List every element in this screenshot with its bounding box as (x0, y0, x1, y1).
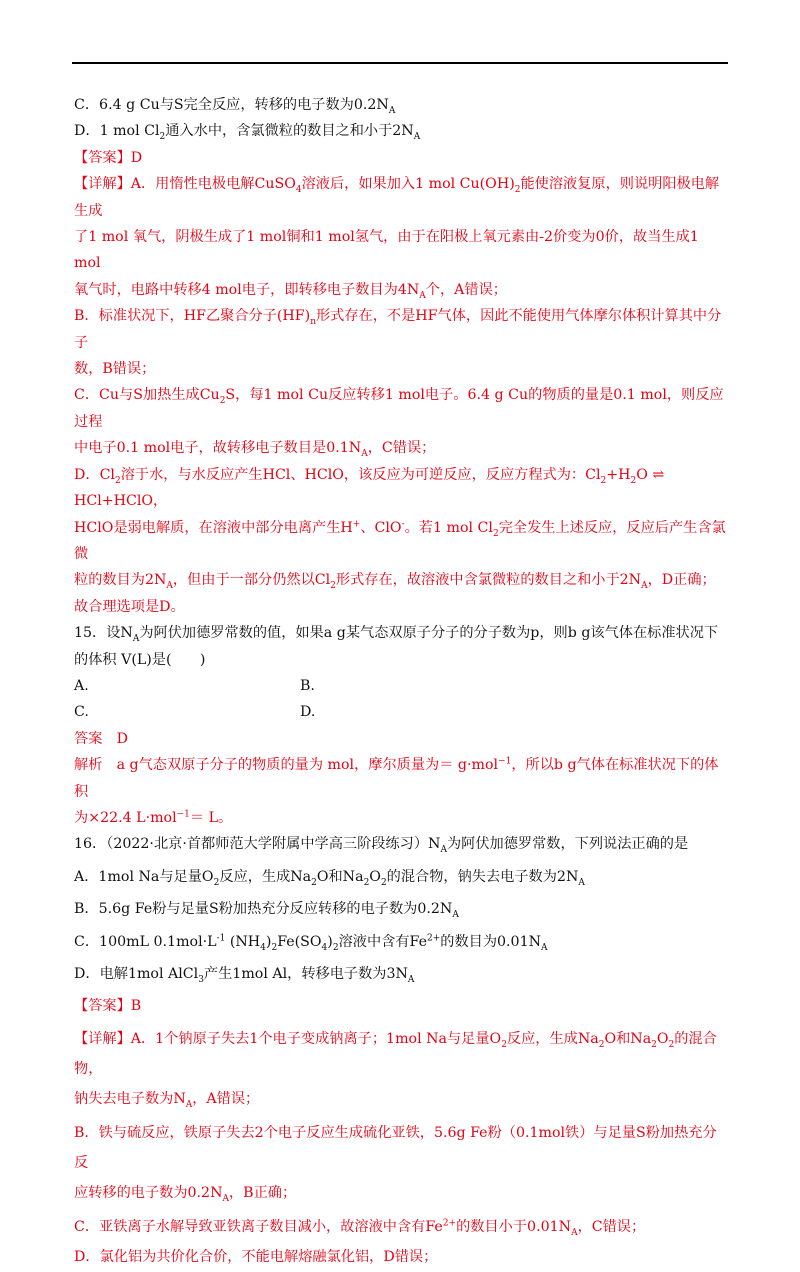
q15-options-ab (74, 673, 728, 699)
q16-option-a: A．1mol Na与足量$O_2$反应，生成$Na_2O$和$Na_2O_2$的混合物，钠失去电子数为$2N_A$ (74, 868, 585, 888)
q14-option-c: C．6.4 g Cu与S完全反应，转移的电子数为$0.2N_A$ (74, 97, 396, 116)
page-content (74, 92, 728, 1272)
q16-option-b: B．5.6g Fe粉与足量S粉加热充分反应转移的电子数为$0.2N_A$ (74, 901, 459, 921)
header-rule (72, 62, 728, 64)
q14-option-d: D．1 mol $Cl_2$通入水中，含氯微粒的数目之和小于$2N_A$ (74, 123, 421, 143)
q15-answer: 答案 D (74, 730, 128, 747)
q16-option-d: D．电解1mol AlCl$_3$产生1mol Al，转移电子数为$3N_A$ (74, 966, 415, 985)
q15-option-d: D. (300, 704, 316, 721)
q16-detail-a: 【详解】A．1个钠原子失去1个电子变成钠离子；1mol Na与足量$O_2$反应，生成$Na_2O$和$Na_2O_2$的混合物， 钠失去电子数为$N_A$，A错误； (74, 1030, 717, 1110)
q14-detail-b: B．标准状况下，HF乙聚合分子$(HF)_n$形式存在，不是HF气体，因此不能使用气体摩尔体积计算其中分子 数，B错误； (74, 308, 722, 378)
q16-option-c: C．100mL $0.1mol\cdot L^{-1}$ $(NH_4)_2Fe(SO_4)_2$溶液中含有$Fe^{2+}$的数目为$0.01N_A$ (74, 932, 548, 953)
q15-analysis: 解析 a g气态双原子分子的物质的量为 mol，摩尔质量为＝ g·mol$^{-1}$，所以b g气体在标准状况下的体积 为×22.4 L·mol$^{-1}$＝ L。 (74, 756, 719, 826)
q15-option-c: C. (74, 704, 89, 721)
q16-stem: 16．（2022·北京·首都师范大学附属中学高三阶段练习）$N_A$为阿伏加德罗常数，下列说法正确的是 (74, 836, 689, 856)
q16-detail-c: C．亚铁离子水解导致亚铁离子数目减小，故溶液中含有$Fe^{2+}$的数目小于$0.01N_A$，C错误； (74, 1218, 646, 1238)
q15-options-cd (74, 699, 728, 725)
q16-detail-d: D．氯化铝为共价化合价，不能电解熔融氯化铝，D错误； (74, 1248, 438, 1265)
q14-detail-c: C．Cu与S加热生成$Cu_2S$，每1 mol Cu反应转移1 mol电子。6.4 g Cu的物质的量是0.1 mol，则反应过程 中电子0.1 mol电子，故转移电子数目是$0.1N_A$，C错误； (74, 387, 724, 460)
q14-detail-d: D．$Cl_2$溶于水，与水反应产生HCl、HClO，该反应为可逆反应，反应方程式为：$Cl_2+H_2O$ ⇌ HCl+HClO， HClO是弱电解质，在溶液中部分电离产生H+、ClO-。若1 mol $Cl_2$完全发生上述反应，反应后产生含氯微 粒的数目为$2N_A$，但由于一部分仍然以$Cl_2$形式存在，故溶液中含氯微粒的数目之和小于$2N_A$，D正确； 故合理选项是D。 (74, 466, 726, 615)
q15-stem: 15．设$N_A$为阿伏加德罗常数的值，如果a g某气态双原子分子的分子数为p，则b g该气体在标准状况下 的体积 V(L)是( ) (74, 625, 719, 668)
q16-answer: 【答案】B (74, 998, 142, 1015)
q15-option-b: B. (300, 677, 315, 694)
q16-detail-b: B．铁与硫反应，铁原子失去2个电子反应生成硫化亚铁，5.6g Fe粉（0.1mol铁）与足量S粉加热充分反 应转移的电子数为$0.2N_A$，B正确； (74, 1124, 717, 1204)
q14-detail-a: 【详解】A．用惰性电极电解CuSO$_4$溶液后，如果加入1 mol $Cu(OH)_2$能使溶液复原，则说明阳极电解生成 了1 mol 氧气，阴极生成了1 mol铜和1 mol氢气，由于在阳极上氧元素由-2价变为0价，故当生成1 mol 氧气时，电路中转移4 mol电子，即转移电子数目为$4N_A$个，A错误； (74, 176, 720, 301)
q14-answer: 【答案】D (74, 149, 143, 166)
q15-option-a: A. (74, 677, 89, 694)
